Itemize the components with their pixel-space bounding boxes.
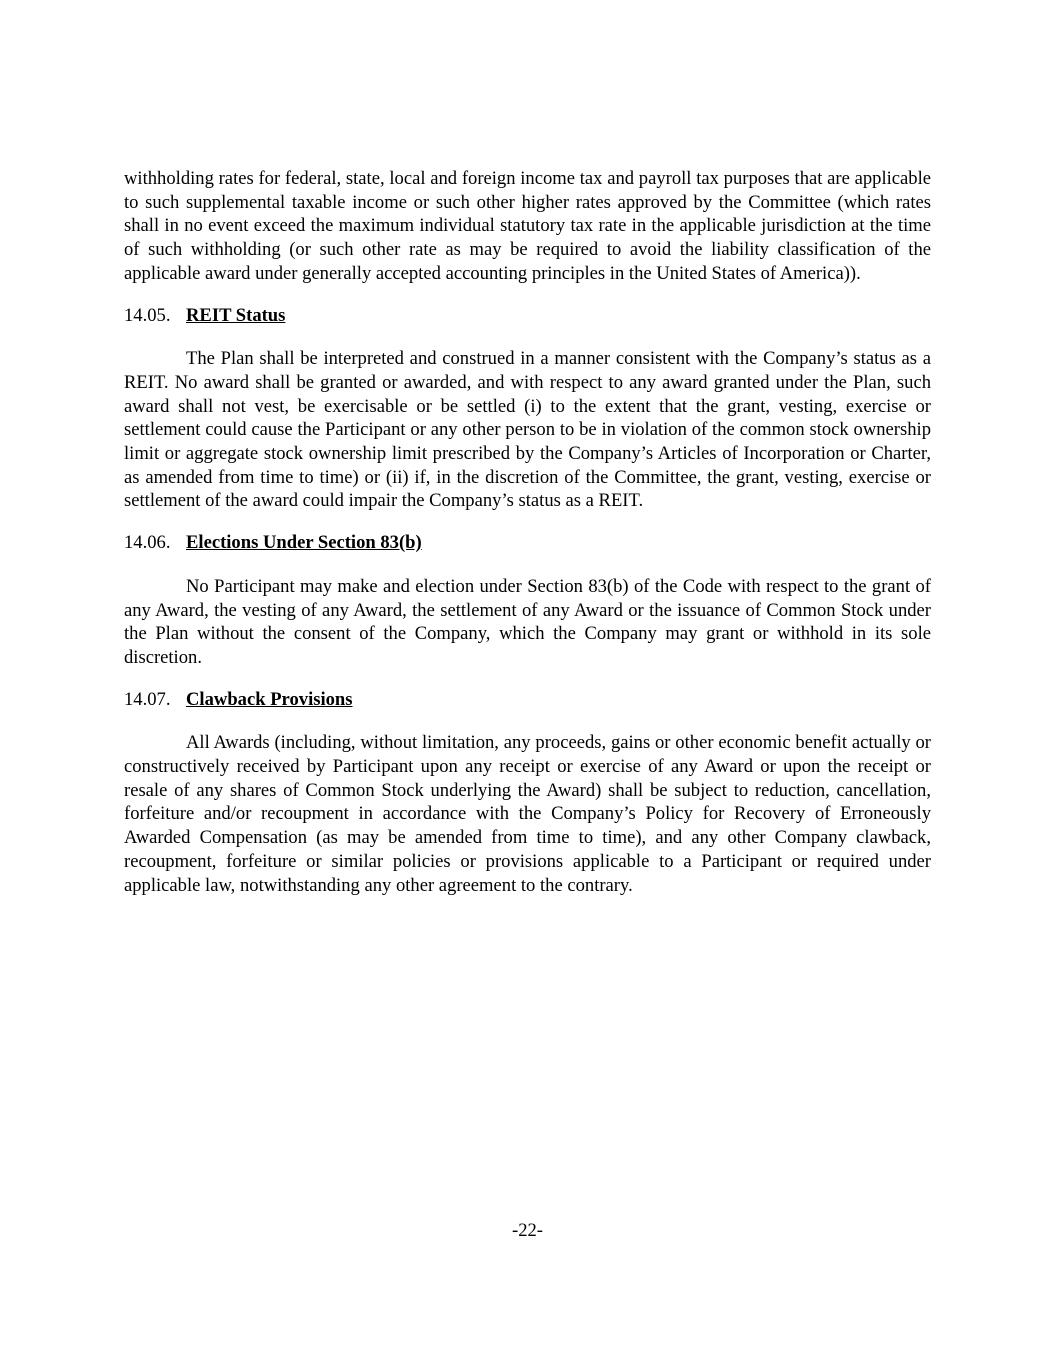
section-body-14-06: No Participant may make and election under Section 83(b) of the Code with respect to the grant of any Award, the vesting of any Award, the settlement of any Award or the issuance of Common Stock under the Plan without the consent of the Company, which the Company may grant or withhold in its sole discretion. — [124, 575, 931, 668]
section-number: 14.06. — [124, 532, 171, 554]
section-title: Clawback Provisions — [186, 688, 353, 710]
continuation-paragraph: withholding rates for federal, state, local and foreign income tax and payroll tax purposes that are applicable to such supplemental taxable income or such other higher rates approved by the Committee (which rates shall in no event exceed the maximum individual statutory tax rate in the applicable jurisdiction at the time of such withholding (or such other rate as may be required to avoid the liability classification of the applicable award under generally accepted accounting principles in the United States of America)). — [124, 168, 931, 284]
section-title: Elections Under Section 83(b) — [186, 532, 422, 554]
section-body-14-05: The Plan shall be interpreted and construed in a manner consistent with the Company’s status as a REIT. No award shall be granted or awarded, and with respect to any award granted under the Plan, such award shall not vest, be exercisable or be settled (i) to the extent that the grant, vesting, exercise or settlement could cause the Participant or any other person to be in violation of the common stock ownership limit or aggregate stock ownership limit prescribed by the Company’s Articles of Incorporation or Charter, as amended from time to time) or (ii) if, in the discretion of the Committee, the grant, vesting, exercise or settlement of the award could impair the Company’s status as a REIT. — [124, 348, 931, 512]
section-number: 14.07. — [124, 688, 171, 710]
document-page — [124, 167, 931, 897]
section-title: REIT Status — [186, 304, 286, 326]
section-body-14-07: All Awards (including, without limitation, any proceeds, gains or other economic benefit actually or constructively received by Participant upon any receipt or exercise of any Award or upon the receipt or resale of any shares of Common Stock underlying the Award) shall be subject to reduction, cancellation, forfeiture and/or recoupment in accordance with the Company’s Policy for Recovery of Erroneously Awarded Compensation (as may be amended from time to time), and any other Company clawback, recoupment, forfeiture or similar policies or provisions applicable to a Participant or required under applicable law, notwithstanding any other agreement to the contrary. — [124, 732, 931, 896]
section-heading-14-06 — [124, 531, 931, 555]
section-heading-14-05 — [124, 304, 931, 328]
section-heading-14-07 — [124, 688, 931, 712]
page-number: -22- — [512, 1220, 543, 1241]
section-number: 14.05. — [124, 304, 171, 326]
